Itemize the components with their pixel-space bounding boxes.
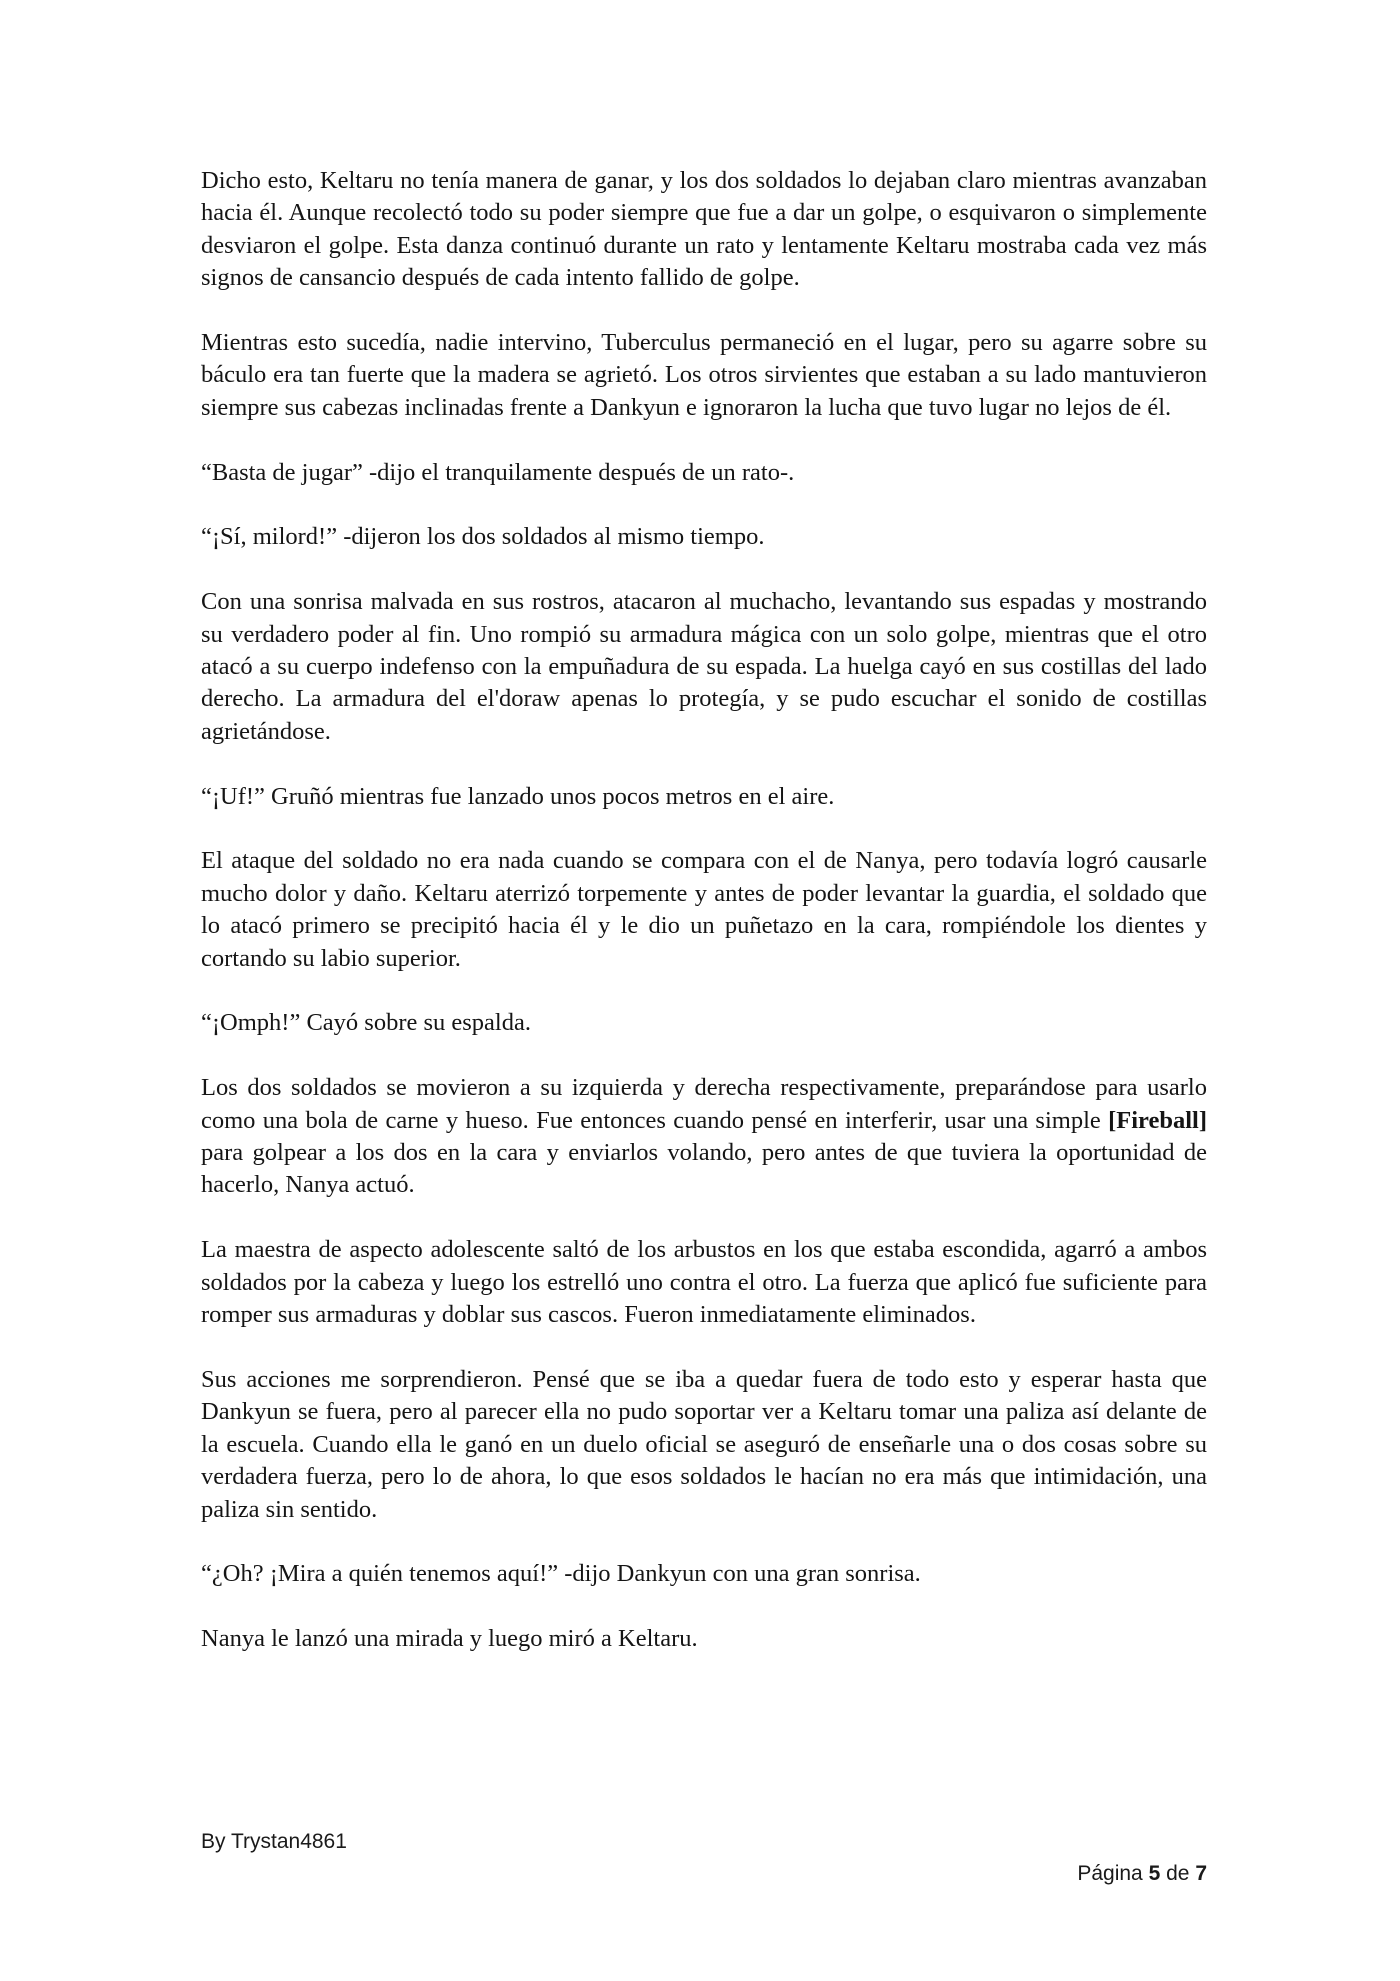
body-text bbox=[201, 165, 1207, 1656]
paragraph-11: Sus acciones me sorprendieron. Pensé que se iba a quedar fuera de todo esto y esperar hasta que Dankyun se fuera, pero al parecer ella no pudo soportar ver a Keltaru tomar una paliza así delante de la escuela. Cuando ella le ganó en un duelo oficial se aseguró de enseñarle una o dos cosas sobre su verdadera fuerza, pero lo de ahora, lo que esos soldados le hacían no era más que intimidación, una paliza sin sentido. bbox=[201, 1365, 1207, 1523]
fireball-spell-name: [Fireball] bbox=[1108, 1106, 1207, 1134]
paragraph-9-before: Los dos soldados se movieron a su izquierda y derecha respectivamente, preparándose para usarlo como una bola de carne y hueso. Fue entonces cuando pensé en interferir, usar una simple bbox=[201, 1074, 1207, 1134]
paragraph-2: Mientras esto sucedía, nadie intervino, Tuberculus permaneció en el lugar, pero su agarre sobre su báculo era tan fuerte que la madera se agrietó. Los otros sirvientes que estaban a su lado mantuvieron siempre sus cabezas inclinadas frente a Dankyun e ignoraron la lucha que tuvo lugar no lejos de él. bbox=[201, 329, 1207, 421]
paragraph-13: Nanya le lanzó una mirada y luego miró a Keltaru. bbox=[201, 1625, 698, 1653]
paragraph-3: “Basta de jugar” -dijo el tranquilamente después de un rato-. bbox=[201, 458, 795, 486]
paragraph-9 bbox=[201, 1072, 1207, 1202]
paragraph-7: El ataque del soldado no era nada cuando se compara con el de Nanya, pero todavía logró causarle mucho dolor y daño. Keltaru aterrizó torpemente y antes de poder levantar la guardia, el soldado que lo atacó primero se precipitó hacia él y le dio un puñetazo en la cara, rompiéndole los dientes y cortando su labio superior. bbox=[201, 847, 1207, 972]
page-current: 5 bbox=[1148, 1862, 1161, 1885]
page-total: 7 bbox=[1195, 1862, 1207, 1885]
paragraph-8: “¡Omph!” Cayó sobre su espalda. bbox=[201, 1009, 531, 1037]
paragraph-10: La maestra de aspecto adolescente saltó de los arbustos en los que estaba escondida, agarró a ambos soldados por la cabeza y luego los estrelló uno contra el otro. La fuerza que aplicó fue suficiente para romper sus armaduras y doblar sus cascos. Fueron inmediatamente eliminados. bbox=[201, 1236, 1207, 1329]
page-of: de bbox=[1166, 1862, 1190, 1885]
page-number bbox=[1077, 1862, 1207, 1886]
paragraph-12: “¿Oh? ¡Mira a quién tenemos aquí!” -dijo Dankyun con una gran sonrisa. bbox=[201, 1560, 921, 1588]
paragraph-5: Con una sonrisa malvada en sus rostros, atacaron al muchacho, levantando sus espadas y mostrando su verdadero poder al fin. Uno rompió su armadura mágica con un solo golpe, mientras que el otro atacó a su cuerpo indefenso con la empuñadura de su espada. La huelga cayó en sus costillas del lado derecho. La armadura del el'doraw apenas lo protegía, y se pudo escuchar el sonido de costillas agrietándose. bbox=[201, 588, 1207, 745]
paragraph-9-after: para golpear a los dos en la cara y enviarlos volando, pero antes de que tuviera la oportunidad de hacerlo, Nanya actuó. bbox=[201, 1139, 1207, 1199]
paragraph-6: “¡Uf!” Gruñó mientras fue lanzado unos pocos metros en el aire. bbox=[201, 782, 835, 810]
paragraph-1: Dicho esto, Keltaru no tenía manera de ganar, y los dos soldados lo dejaban claro mientras avanzaban hacia él. Aunque recolectó todo su poder siempre que fue a dar un golpe, o esquivaron o simplemente desviaron el golpe. Esta danza continuó durante un rato y lentamente Keltaru mostraba cada vez más signos de cansancio después de cada intento fallido de golpe. bbox=[201, 167, 1207, 292]
paragraph-4: “¡Sí, milord!” -dijeron los dos soldados al mismo tiempo. bbox=[201, 523, 765, 551]
footer-author: By Trystan4861 bbox=[201, 1830, 347, 1853]
page-word: Página bbox=[1077, 1862, 1143, 1885]
